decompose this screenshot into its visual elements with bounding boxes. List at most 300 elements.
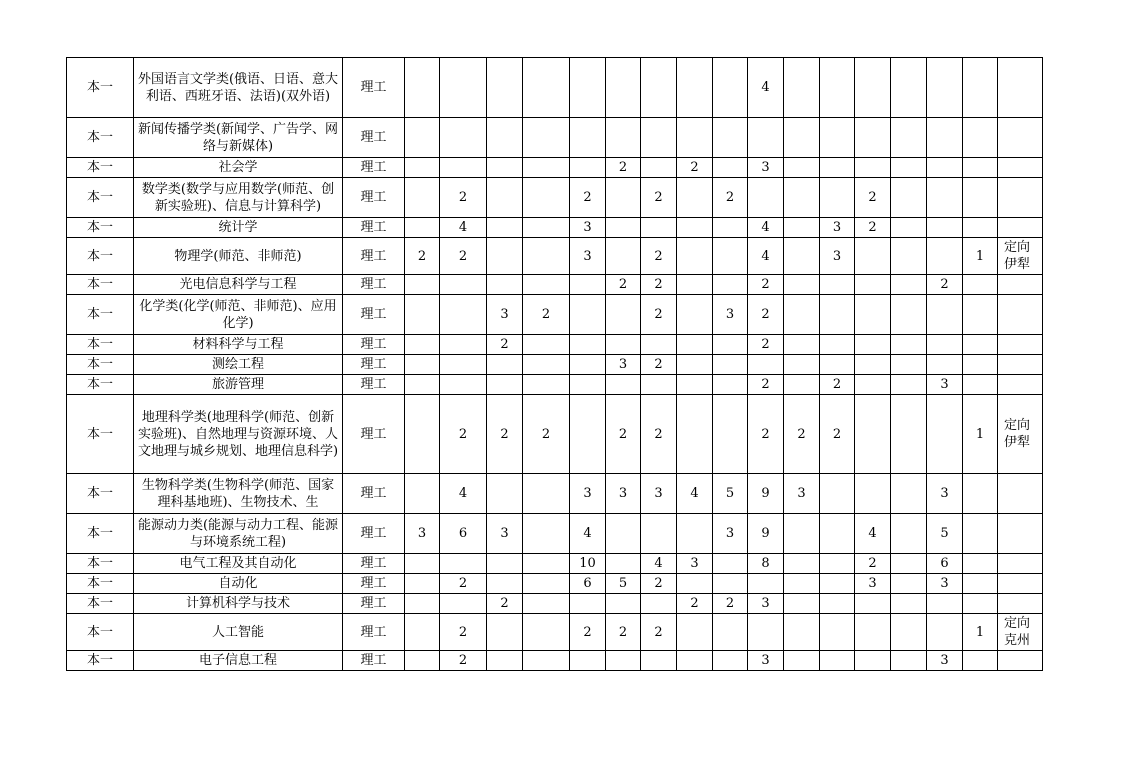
quota-cell xyxy=(523,614,570,651)
quota-cell xyxy=(405,355,440,375)
quota-cell xyxy=(855,118,891,158)
quota-cell xyxy=(405,335,440,355)
quota-cell xyxy=(440,118,487,158)
quota-cell xyxy=(487,178,523,218)
quota-cell: 3 xyxy=(820,238,855,275)
quota-cell: 9 xyxy=(748,474,784,514)
note-cell xyxy=(998,335,1043,355)
quota-cell xyxy=(523,335,570,355)
quota-cell: 2 xyxy=(487,395,523,474)
quota-cell xyxy=(891,395,927,474)
table-row xyxy=(67,238,1043,275)
quota-cell xyxy=(855,355,891,375)
quota-cell xyxy=(487,58,523,118)
quota-cell xyxy=(487,375,523,395)
quota-cell xyxy=(927,355,963,375)
quota-cell xyxy=(713,335,748,355)
level-cell: 本一 xyxy=(67,295,134,335)
level-cell: 本一 xyxy=(67,275,134,295)
quota-cell xyxy=(820,574,855,594)
quota-cell xyxy=(855,335,891,355)
level-cell: 本一 xyxy=(67,554,134,574)
quota-cell xyxy=(820,514,855,554)
quota-cell xyxy=(405,574,440,594)
level-cell: 本一 xyxy=(67,395,134,474)
quota-cell xyxy=(784,614,820,651)
quota-cell xyxy=(606,295,641,335)
quota-cell: 2 xyxy=(641,178,677,218)
quota-cell xyxy=(570,651,606,671)
quota-cell xyxy=(784,574,820,594)
quota-cell xyxy=(523,158,570,178)
major-cell: 计算机科学与技术 xyxy=(134,594,343,614)
quota-cell xyxy=(641,118,677,158)
quota-cell xyxy=(570,335,606,355)
quota-cell: 3 xyxy=(606,355,641,375)
note-cell: 定向克州 xyxy=(998,614,1043,651)
quota-cell: 2 xyxy=(523,295,570,335)
table-row xyxy=(67,158,1043,178)
note-cell: 定向伊犁 xyxy=(998,395,1043,474)
level-cell: 本一 xyxy=(67,238,134,275)
quota-cell: 2 xyxy=(820,395,855,474)
quota-cell xyxy=(713,158,748,178)
table-body xyxy=(67,58,1043,671)
quota-cell: 6 xyxy=(570,574,606,594)
quota-cell xyxy=(963,158,998,178)
major-cell: 化学类(化学(师范、非师范)、应用化学) xyxy=(134,295,343,335)
quota-cell: 2 xyxy=(641,238,677,275)
quota-cell xyxy=(440,58,487,118)
quota-cell xyxy=(487,474,523,514)
quota-cell xyxy=(606,118,641,158)
quota-cell xyxy=(677,614,713,651)
table-row xyxy=(67,275,1043,295)
quota-cell xyxy=(855,238,891,275)
category-cell: 理工 xyxy=(343,58,405,118)
major-cell: 物理学(师范、非师范) xyxy=(134,238,343,275)
major-cell: 统计学 xyxy=(134,218,343,238)
quota-cell xyxy=(963,355,998,375)
quota-cell xyxy=(405,295,440,335)
quota-cell xyxy=(440,355,487,375)
quota-cell: 4 xyxy=(641,554,677,574)
note-cell xyxy=(998,375,1043,395)
category-cell: 理工 xyxy=(343,594,405,614)
quota-cell xyxy=(748,614,784,651)
quota-cell: 2 xyxy=(748,335,784,355)
quota-cell xyxy=(677,58,713,118)
quota-cell xyxy=(927,238,963,275)
quota-cell xyxy=(784,238,820,275)
quota-cell xyxy=(891,375,927,395)
note-cell xyxy=(998,118,1043,158)
table-row xyxy=(67,574,1043,594)
category-cell: 理工 xyxy=(343,474,405,514)
quota-cell xyxy=(641,375,677,395)
category-cell: 理工 xyxy=(343,395,405,474)
quota-cell xyxy=(820,554,855,574)
table-row xyxy=(67,295,1043,335)
quota-cell xyxy=(641,594,677,614)
category-cell: 理工 xyxy=(343,554,405,574)
quota-cell xyxy=(405,614,440,651)
quota-cell xyxy=(784,375,820,395)
quota-cell xyxy=(748,178,784,218)
quota-cell xyxy=(820,614,855,651)
quota-cell: 2 xyxy=(487,335,523,355)
quota-cell xyxy=(963,295,998,335)
quota-cell xyxy=(784,158,820,178)
quota-cell: 2 xyxy=(641,395,677,474)
quota-cell xyxy=(891,594,927,614)
quota-cell xyxy=(713,375,748,395)
note-cell xyxy=(998,474,1043,514)
quota-cell xyxy=(820,355,855,375)
quota-cell xyxy=(487,218,523,238)
note-cell xyxy=(998,295,1043,335)
quota-cell xyxy=(963,178,998,218)
quota-cell: 2 xyxy=(748,295,784,335)
quota-cell: 1 xyxy=(963,395,998,474)
quota-cell xyxy=(963,218,998,238)
major-cell: 自动化 xyxy=(134,574,343,594)
level-cell: 本一 xyxy=(67,514,134,554)
quota-cell xyxy=(713,651,748,671)
quota-cell xyxy=(820,651,855,671)
quota-cell xyxy=(891,218,927,238)
quota-cell xyxy=(784,218,820,238)
quota-cell: 3 xyxy=(784,474,820,514)
quota-cell xyxy=(570,295,606,335)
level-cell: 本一 xyxy=(67,335,134,355)
level-cell: 本一 xyxy=(67,218,134,238)
quota-cell xyxy=(641,158,677,178)
quota-cell: 6 xyxy=(927,554,963,574)
table-row xyxy=(67,514,1043,554)
quota-cell: 2 xyxy=(748,375,784,395)
quota-cell xyxy=(570,355,606,375)
quota-cell xyxy=(523,594,570,614)
quota-cell xyxy=(570,158,606,178)
quota-cell: 4 xyxy=(440,218,487,238)
quota-cell: 2 xyxy=(784,395,820,474)
quota-cell xyxy=(963,275,998,295)
enrollment-plan-table xyxy=(66,57,1043,671)
quota-cell xyxy=(891,275,927,295)
quota-cell: 2 xyxy=(713,178,748,218)
quota-cell xyxy=(641,514,677,554)
category-cell: 理工 xyxy=(343,335,405,355)
quota-cell: 2 xyxy=(748,395,784,474)
quota-cell xyxy=(713,118,748,158)
quota-cell xyxy=(963,594,998,614)
quota-cell xyxy=(641,651,677,671)
quota-cell: 3 xyxy=(405,514,440,554)
quota-cell: 3 xyxy=(570,218,606,238)
quota-cell xyxy=(891,614,927,651)
quota-cell xyxy=(713,395,748,474)
quota-cell xyxy=(677,375,713,395)
quota-cell: 3 xyxy=(748,594,784,614)
quota-cell xyxy=(891,158,927,178)
quota-cell: 2 xyxy=(641,355,677,375)
quota-cell xyxy=(963,118,998,158)
quota-cell: 2 xyxy=(641,574,677,594)
quota-cell xyxy=(927,218,963,238)
quota-cell: 4 xyxy=(855,514,891,554)
quota-cell xyxy=(927,335,963,355)
major-cell: 社会学 xyxy=(134,158,343,178)
table-row xyxy=(67,614,1043,651)
quota-cell xyxy=(487,238,523,275)
quota-cell: 3 xyxy=(606,474,641,514)
quota-cell xyxy=(440,275,487,295)
quota-cell xyxy=(713,218,748,238)
quota-cell xyxy=(405,275,440,295)
quota-cell: 9 xyxy=(748,514,784,554)
quota-cell: 3 xyxy=(570,474,606,514)
quota-cell: 6 xyxy=(440,514,487,554)
major-cell: 新闻传播学类(新闻学、广告学、网络与新媒体) xyxy=(134,118,343,158)
quota-cell xyxy=(713,238,748,275)
quota-cell xyxy=(713,554,748,574)
major-cell: 电子信息工程 xyxy=(134,651,343,671)
level-cell: 本一 xyxy=(67,58,134,118)
note-cell xyxy=(998,275,1043,295)
quota-cell xyxy=(855,594,891,614)
quota-cell: 3 xyxy=(487,514,523,554)
major-cell: 测绘工程 xyxy=(134,355,343,375)
quota-cell xyxy=(891,574,927,594)
quota-cell xyxy=(440,335,487,355)
quota-cell xyxy=(523,178,570,218)
quota-cell: 2 xyxy=(855,178,891,218)
quota-cell xyxy=(523,474,570,514)
level-cell: 本一 xyxy=(67,355,134,375)
quota-cell xyxy=(570,58,606,118)
quota-cell xyxy=(523,574,570,594)
note-cell xyxy=(998,574,1043,594)
quota-cell: 3 xyxy=(748,651,784,671)
quota-cell xyxy=(677,395,713,474)
quota-cell xyxy=(855,275,891,295)
quota-cell xyxy=(405,395,440,474)
quota-cell xyxy=(570,395,606,474)
quota-cell: 2 xyxy=(606,158,641,178)
level-cell: 本一 xyxy=(67,474,134,514)
category-cell: 理工 xyxy=(343,295,405,335)
quota-cell: 2 xyxy=(641,295,677,335)
quota-cell xyxy=(677,238,713,275)
quota-cell xyxy=(677,574,713,594)
quota-cell xyxy=(748,574,784,594)
quota-cell xyxy=(677,335,713,355)
quota-cell xyxy=(405,594,440,614)
note-cell xyxy=(998,514,1043,554)
quota-cell xyxy=(784,651,820,671)
quota-cell xyxy=(487,651,523,671)
quota-cell: 3 xyxy=(677,554,713,574)
table-row xyxy=(67,375,1043,395)
quota-cell: 3 xyxy=(927,651,963,671)
quota-cell xyxy=(820,594,855,614)
quota-cell xyxy=(570,275,606,295)
quota-cell: 3 xyxy=(487,295,523,335)
quota-cell xyxy=(820,158,855,178)
quota-cell xyxy=(855,395,891,474)
note-cell xyxy=(998,594,1043,614)
quota-cell xyxy=(963,335,998,355)
quota-cell xyxy=(523,118,570,158)
quota-cell xyxy=(820,118,855,158)
quota-cell: 3 xyxy=(713,514,748,554)
quota-cell xyxy=(855,58,891,118)
level-cell: 本一 xyxy=(67,651,134,671)
quota-cell: 2 xyxy=(405,238,440,275)
quota-cell xyxy=(820,178,855,218)
quota-cell xyxy=(570,594,606,614)
table-row xyxy=(67,178,1043,218)
quota-cell: 2 xyxy=(820,375,855,395)
quota-cell xyxy=(891,335,927,355)
quota-cell xyxy=(891,355,927,375)
quota-cell xyxy=(784,335,820,355)
quota-cell xyxy=(677,295,713,335)
quota-cell xyxy=(606,594,641,614)
quota-cell: 2 xyxy=(440,238,487,275)
quota-cell: 3 xyxy=(927,375,963,395)
quota-cell xyxy=(927,58,963,118)
quota-cell: 4 xyxy=(677,474,713,514)
quota-cell: 4 xyxy=(748,58,784,118)
quota-cell xyxy=(820,474,855,514)
quota-cell xyxy=(784,554,820,574)
quota-cell xyxy=(927,118,963,158)
quota-cell xyxy=(784,594,820,614)
major-cell: 旅游管理 xyxy=(134,375,343,395)
quota-cell: 4 xyxy=(570,514,606,554)
quota-cell xyxy=(523,355,570,375)
note-cell xyxy=(998,158,1043,178)
quota-cell xyxy=(891,651,927,671)
quota-cell xyxy=(927,395,963,474)
quota-cell xyxy=(677,275,713,295)
quota-cell: 5 xyxy=(713,474,748,514)
table-row xyxy=(67,355,1043,375)
quota-cell: 1 xyxy=(963,238,998,275)
quota-cell xyxy=(820,335,855,355)
quota-cell xyxy=(440,295,487,335)
category-cell: 理工 xyxy=(343,574,405,594)
quota-cell xyxy=(523,218,570,238)
quota-cell: 2 xyxy=(713,594,748,614)
quota-cell xyxy=(855,651,891,671)
quota-cell: 10 xyxy=(570,554,606,574)
level-cell: 本一 xyxy=(67,594,134,614)
table-row xyxy=(67,651,1043,671)
quota-cell xyxy=(963,375,998,395)
quota-cell xyxy=(405,218,440,238)
quota-cell xyxy=(784,355,820,375)
quota-cell xyxy=(927,594,963,614)
category-cell: 理工 xyxy=(343,218,405,238)
quota-cell xyxy=(677,178,713,218)
quota-cell xyxy=(606,238,641,275)
quota-cell xyxy=(487,275,523,295)
quota-cell xyxy=(641,58,677,118)
major-cell: 地理科学类(地理科学(师范、创新实验班)、自然地理与资源环境、人文地理与城乡规划、地理信息科学) xyxy=(134,395,343,474)
quota-cell xyxy=(784,514,820,554)
category-cell: 理工 xyxy=(343,651,405,671)
quota-cell xyxy=(606,375,641,395)
quota-cell: 3 xyxy=(927,574,963,594)
quota-cell xyxy=(784,178,820,218)
table-row xyxy=(67,335,1043,355)
quota-cell xyxy=(713,355,748,375)
quota-cell xyxy=(748,355,784,375)
quota-cell: 4 xyxy=(748,238,784,275)
note-cell xyxy=(998,651,1043,671)
quota-cell xyxy=(891,238,927,275)
quota-cell xyxy=(820,275,855,295)
note-cell xyxy=(998,218,1043,238)
quota-cell xyxy=(487,574,523,594)
quota-cell xyxy=(405,554,440,574)
quota-cell: 2 xyxy=(570,614,606,651)
quota-cell xyxy=(606,554,641,574)
level-cell: 本一 xyxy=(67,375,134,395)
quota-cell xyxy=(405,118,440,158)
quota-cell xyxy=(820,295,855,335)
category-cell: 理工 xyxy=(343,118,405,158)
quota-cell xyxy=(713,275,748,295)
quota-cell xyxy=(784,295,820,335)
major-cell: 光电信息科学与工程 xyxy=(134,275,343,295)
quota-cell xyxy=(927,295,963,335)
major-cell: 能源动力类(能源与动力工程、能源与环境系统工程) xyxy=(134,514,343,554)
quota-cell xyxy=(523,514,570,554)
quota-cell: 2 xyxy=(440,614,487,651)
quota-cell: 2 xyxy=(440,178,487,218)
quota-cell xyxy=(606,514,641,554)
note-cell xyxy=(998,554,1043,574)
quota-cell xyxy=(677,118,713,158)
quota-cell xyxy=(440,158,487,178)
quota-cell xyxy=(606,651,641,671)
quota-cell xyxy=(523,651,570,671)
major-cell: 材料科学与工程 xyxy=(134,335,343,355)
table-row xyxy=(67,594,1043,614)
quota-cell xyxy=(487,118,523,158)
table-row xyxy=(67,554,1043,574)
quota-cell xyxy=(606,335,641,355)
quota-cell: 2 xyxy=(606,275,641,295)
quota-cell: 2 xyxy=(855,218,891,238)
quota-cell: 2 xyxy=(440,395,487,474)
major-cell: 外国语言文学类(俄语、日语、意大利语、西班牙语、法语)(双外语) xyxy=(134,58,343,118)
quota-cell: 2 xyxy=(523,395,570,474)
quota-cell xyxy=(440,554,487,574)
quota-cell xyxy=(891,474,927,514)
quota-cell: 4 xyxy=(748,218,784,238)
quota-cell xyxy=(405,651,440,671)
level-cell: 本一 xyxy=(67,158,134,178)
quota-cell xyxy=(405,158,440,178)
quota-cell xyxy=(487,158,523,178)
category-cell: 理工 xyxy=(343,614,405,651)
quota-cell xyxy=(606,178,641,218)
